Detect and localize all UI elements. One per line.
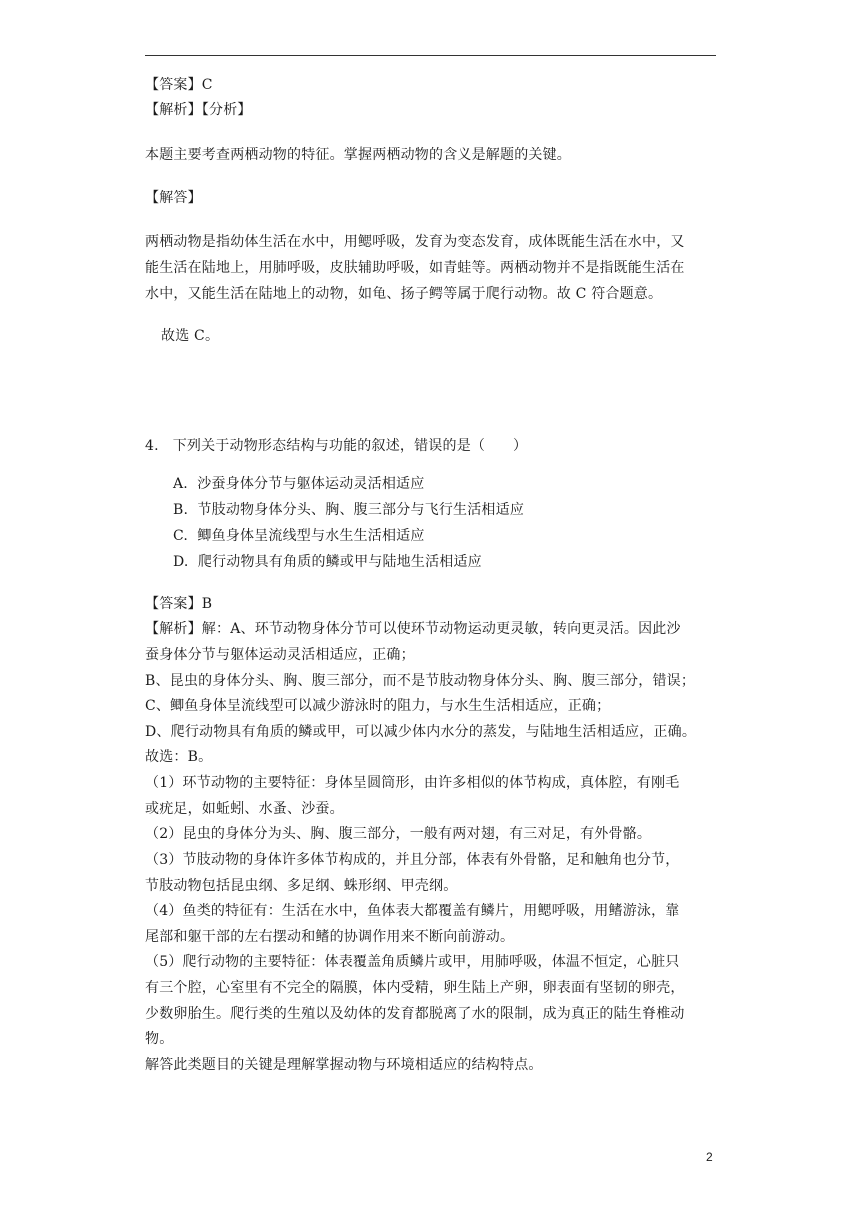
explanation-line: 故选：B。 (145, 749, 213, 765)
explanation-line: （5）爬行动物的主要特征：体表覆盖角质鳞片或甲，用肺呼吸，体温不恒定，心脏只 (145, 954, 680, 970)
explanation-line: 有三个腔，心室里有不完全的隔膜，体内受精，卵生陆上产卵，卵表面有坚韧的卵壳， (145, 980, 685, 996)
question-stem: 4. 下列关于动物形态结构与功能的叙述，错误的是（ ） (145, 438, 528, 454)
explanation-line: （4）鱼类的特征有：生活在水中，鱼体表大都覆盖有鳞片，用鳃呼吸，用鳍游泳，靠 (145, 903, 680, 919)
explanation-line: 尾部和躯干部的左右摆动和鳍的协调作用来不断向前游动。 (145, 929, 515, 945)
explanation-line: 节肢动物包括昆虫纲、多足纲、蛛形纲、甲壳纲。 (145, 878, 458, 894)
explanation-line: 少数卵胎生。爬行类的生殖以及幼体的发育都脱离了水的限制，成为真正的陆生脊椎动 (145, 1006, 685, 1022)
explanation-line: 【解析】解：A、环节动物身体分节可以使环节动物运动更灵敏，转向更灵活。因此沙 (145, 621, 681, 637)
answer-line: 【答案】B (145, 596, 213, 612)
explanation-line: B、昆虫的身体分头、胸、腹三部分，而不是节肢动物身体分头、胸、腹三部分，错误； (145, 673, 696, 689)
explanation-line: 或疣足，如蚯蚓、水蚤、沙蚕。 (145, 801, 344, 817)
explanation-line: 物。 (145, 1031, 174, 1047)
analysis-text: 本题主要考查两栖动物的特征。掌握两栖动物的含义是解题的关键。 (145, 147, 571, 163)
option-d: D. 爬行动物具有角质的鳞或甲与陆地生活相适应 (173, 554, 482, 570)
conclusion-line: 故选 C。 (161, 328, 220, 344)
explanation-line: （3）节肢动物的身体许多体节构成的，并且分部，体表有外骨骼，足和触角也分节， (145, 852, 680, 868)
solution-line: 能生活在陆地上，用肺呼吸，皮肤辅助呼吸，如青蛙等。两栖动物并不是指既能生活在 (145, 260, 685, 276)
solution-line: 水中，又能生活在陆地上的动物，如龟、扬子鳄等属于爬行动物。故 C 符合题意。 (145, 286, 663, 302)
explanation-line: 蚕身体分节与躯体运动灵活相适应，正确； (145, 647, 415, 663)
answer-line: 【答案】C (145, 77, 213, 93)
solution-line: 两栖动物是指幼体生活在水中，用鳃呼吸，发育为变态发育，成体既能生活在水中，又 (145, 234, 685, 250)
page-number: 2 (706, 1150, 713, 1164)
option-c: C. 鲫鱼身体呈流线型与水生生活相适应 (173, 528, 425, 544)
explanation-line: （2）昆虫的身体分为头、胸、腹三部分，一般有两对翅，有三对足，有外骨骼。 (145, 826, 652, 842)
explanation-line: （1）环节动物的主要特征：身体呈圆筒形，由许多相似的体节构成，真体腔，有刚毛 (145, 775, 680, 791)
option-a: A. 沙蚕身体分节与躯体运动灵活相适应 (173, 476, 425, 492)
option-b: B. 节肢动物身体分头、胸、腹三部分与飞行生活相适应 (173, 502, 525, 518)
header-rule (145, 55, 716, 56)
solution-header: 【解答】 (145, 190, 202, 206)
explanation-line: D、爬行动物具有角质的鳞或甲，可以减少体内水分的蒸发，与陆地生活相适应，正确。 (145, 724, 697, 740)
analysis-header: 【解析】【分析】 (145, 102, 252, 118)
explanation-line: 解答此类题目的关键是理解掌握动物与环境相适应的结构特点。 (145, 1057, 543, 1073)
explanation-line: C、鲫鱼身体呈流线型可以减少游泳时的阻力，与水生生活相适应，正确； (145, 698, 611, 714)
